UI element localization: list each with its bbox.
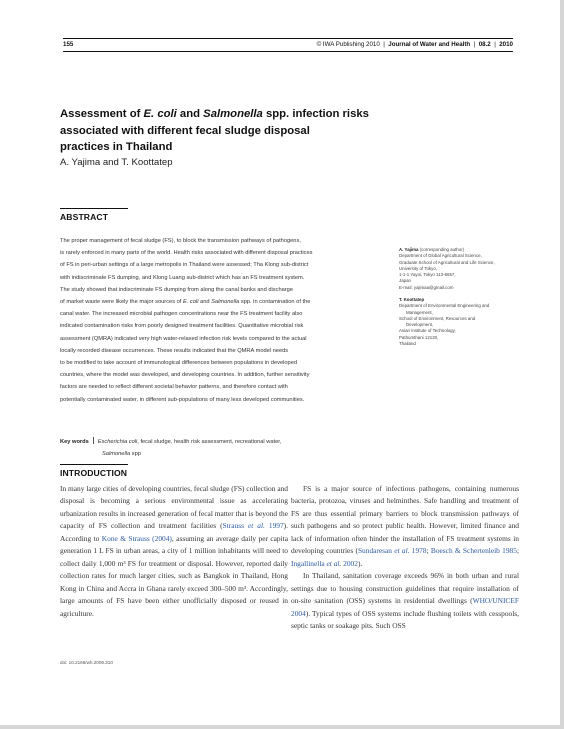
body-text: FS is a major source of infectious pathogens, containing numerous bacteria, protozoa, viruses and helminthes. Safe handling and treatment of FS are thus essential primary barriers to block transmission pathways of such pathogens and so protect public health. However, limited finance and lack of information often hinder the installation of FS treatment systems in developing countries ( — [291, 484, 519, 556]
affiliation-line: Graduate School of Agricultural and Life Science, — [399, 259, 495, 265]
abstract-line: indicated contamination risks from poorly designed treatment facilities. Quantitative microbial risk — [60, 323, 304, 330]
journal-year: 2010 — [499, 41, 513, 48]
abstract-line: canal water. The increased microbial pathogen concentrations near the FS treatment facility also — [60, 311, 303, 318]
abstract-line: with indiscriminate FS dumping, and Klong Luang sub-district which has an FS treatment system. — [60, 274, 305, 281]
abstract-italic: Salmonella — [211, 299, 240, 306]
abstract-line: The study showed that indiscriminate FS dumping from along the canal banks and discharge — [60, 286, 294, 293]
citation-author: Ingallinella — [291, 558, 325, 568]
body-paragraph — [291, 570, 519, 632]
citation-link[interactable] — [358, 546, 427, 555]
citation-link[interactable]: Kone & Strauss (2004) — [101, 533, 172, 543]
body-column-left — [60, 483, 288, 620]
abstract-heading: ABSTRACT — [60, 212, 109, 222]
abstract-line: is rarely enforced in many parts of the world. Health risks associated with different disposal practices — [60, 250, 313, 257]
affiliation-line: Department of Global Agricultural Science, — [399, 253, 482, 259]
running-header — [63, 40, 513, 50]
title-text: and — [176, 108, 204, 120]
affiliation-line: 1-1-1 Yayoi, Tokyo 113-8657, — [399, 272, 456, 278]
keyword-italic: Escherichia coli — [97, 439, 138, 445]
journal-issue: 08.2 — [478, 41, 491, 48]
abstract-text: spp. in contamination of the — [239, 299, 311, 306]
citation-link[interactable] — [291, 559, 358, 568]
affiliation-line: Asian Institute of Technology, — [399, 328, 456, 334]
header-bottom-rule — [63, 51, 513, 52]
citation-link[interactable]: Boesch & Schertenleib 1985 — [430, 546, 517, 556]
title-line: associated with different fecal sludge disposal — [60, 124, 310, 137]
citation-year: 2002 — [343, 558, 358, 568]
affiliation-line: Management, — [406, 309, 433, 315]
affiliation-line: Thailand — [399, 341, 416, 347]
citation-link[interactable] — [223, 521, 284, 530]
body-text: ; — [516, 546, 519, 556]
abstract-line: to be modified to take account of immunological differences between populations in developed — [60, 360, 298, 367]
keyword-italic: Salmonella — [102, 451, 131, 457]
page-number: 155 — [63, 41, 74, 48]
keywords — [60, 436, 360, 460]
abstract-line: of FS in peri-urban settings of a large metropolis in Thailand were assessed; Tha Klong sub-district — [60, 262, 309, 269]
abstract-line: assessment (QMRA) indicated very high water-relaxed infection risk levels compared to the actual — [60, 335, 307, 342]
keyword-text: , fecal sludge, health risk assessment, recreational water, — [137, 439, 282, 445]
title-line: practices in Thailand — [60, 141, 173, 153]
citation-year: 1978 — [411, 546, 427, 556]
body-paragraph — [60, 483, 288, 620]
introduction-rule — [60, 464, 128, 465]
body-text: ). Typical types of OSS systems include flushing toilets with cesspools, septic tanks or soakage pits. Such OSS — [291, 608, 519, 630]
introduction-heading: INTRODUCTION — [60, 468, 128, 478]
citation-author: Sundaresan — [357, 546, 393, 556]
abstract-line — [60, 296, 385, 308]
citation-etal: et al. — [326, 558, 342, 568]
abstract-line: The proper management of fecal sludge (FS), to block the transmission pathways of pathogens, — [60, 238, 301, 244]
keywords-label: Key words — [60, 439, 89, 445]
title-text: spp. infection risks — [262, 108, 369, 120]
journal-name: Journal of Water and Health — [388, 41, 471, 48]
affiliation-name: A. Yajima — [399, 247, 419, 252]
affiliation-line: Japan — [399, 278, 411, 284]
citation-year: 1997 — [268, 521, 284, 531]
abstract-text: and — [198, 299, 212, 306]
affiliation-line: University of Tokyo, — [399, 265, 437, 271]
body-text: ; — [426, 546, 431, 556]
affiliation-role: (corresponding author) — [418, 247, 465, 252]
affiliation-email: E-mail: yajimaa@gmail.com — [399, 284, 454, 290]
body-text: , assuming an average daily per capita generation 1 L FS in urban areas, a city of 1 million inhabitants will need to collect daily 1,000 m³ FS for treatment or disposal. However, reported daily collection rates for much larger cities, such as Bangkok in Thailand, Hong Kong in China and Accra in Ghana rarely exceed 300–500 m³. Accordingly, large amounts of FS have been either unofficially disposed or reused in agriculture. — [60, 533, 289, 618]
title-text: Assessment of — [60, 108, 144, 120]
body-paragraph — [291, 483, 519, 570]
citation-author: Strauss — [222, 521, 244, 531]
citation-etal: et al. — [247, 521, 265, 531]
abstract-text: of market waste were likely the major sources of — [60, 299, 183, 306]
abstract-line: countries, where the model was developed, and developing countries. In addition, further sensitivity — [60, 372, 310, 379]
affiliation-line: Development, — [406, 322, 434, 328]
body-text: In Thailand, sanitation coverage exceeds 96% in both urban and rural settings due to housing construction guidelines that require installation of on-site sanitation (OSS) systems in residential dwellings ( — [291, 571, 519, 606]
keyword-text: spp — [130, 451, 141, 457]
body-column-right — [291, 483, 519, 632]
abstract-italic: E. coli — [182, 299, 199, 306]
abstract-body — [60, 235, 385, 406]
journal-citation: © IWA Publishing 2010 | Journal of Water and Health | 08.2 | 2010 — [316, 41, 513, 48]
affiliation-name: T. Koottatep — [399, 297, 425, 302]
abstract-line: factors are needed to reflect different societal behavior patterns, and therefore contact with — [60, 384, 288, 391]
affiliation-line: Pathumthani 12120, — [399, 334, 439, 340]
abstract-rule — [60, 208, 128, 209]
publisher: © IWA Publishing 2010 — [316, 41, 380, 48]
header-top-rule — [63, 38, 513, 39]
doi[interactable]: doi: 10.2166/wh.2009.310 — [60, 660, 113, 665]
body-text: ). According to — [60, 521, 288, 543]
body-text: ). — [357, 558, 363, 568]
citation-link[interactable]: WHO/UNICEF 2004 — [291, 596, 519, 618]
affiliation-line: School of Environment, Resources and — [399, 315, 476, 321]
author-list: A. Yajima and T. Koottatep — [60, 157, 173, 168]
title-italic: Salmonella — [203, 108, 263, 120]
keywords-text — [98, 439, 282, 445]
body-text: In many large cities of developing countries, fecal sludge (FS) collection and disposal is becoming a serious environmental issue as accelerating urbanization results in increased generation of fecal matter that is beyond the capacity of FS collection and treatment facilities ( — [60, 484, 288, 531]
keywords-divider — [93, 437, 94, 444]
affiliation-line: Department of Environmental Engineering and — [399, 303, 490, 309]
keywords-continued — [60, 448, 360, 460]
abstract-line: locally recorded disease occurrences. These results indicated that the QMRA model needs — [60, 347, 289, 354]
abstract-line: potentially contaminated water, in different sub-populations of many less developed communities. — [60, 396, 305, 403]
affiliation-author-1 — [399, 247, 519, 291]
title-italic: E. coli — [143, 108, 177, 120]
article-title — [60, 106, 460, 156]
affiliation-author-2 — [399, 297, 519, 347]
citation-etal: et al. — [394, 546, 410, 556]
